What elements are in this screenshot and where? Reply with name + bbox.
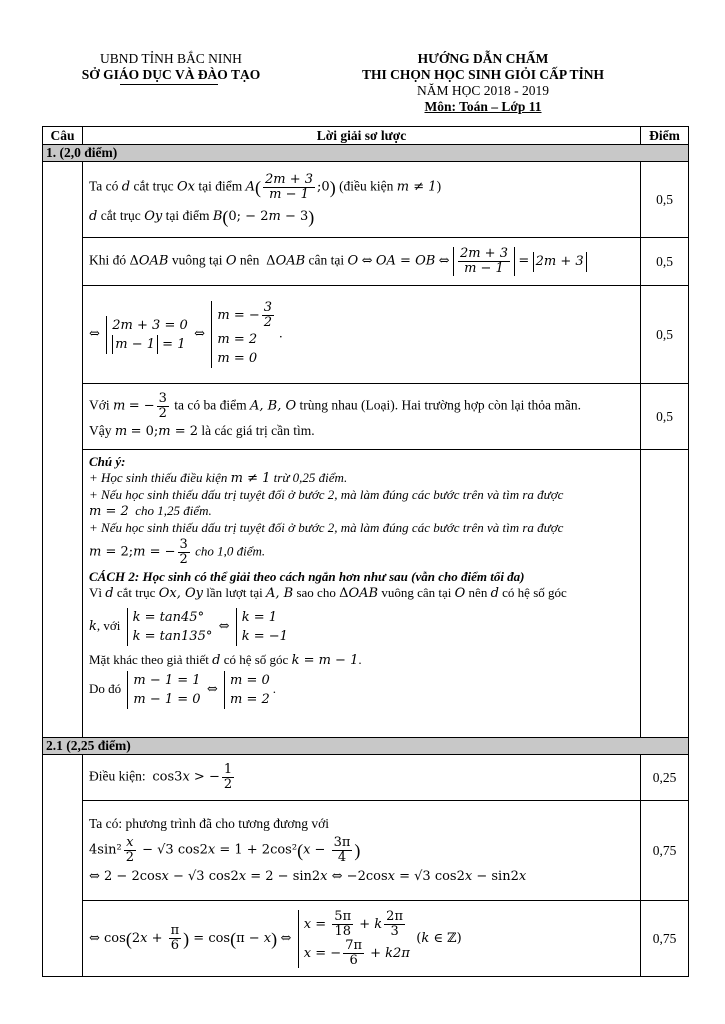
score: 0,5 bbox=[641, 286, 689, 384]
table-row: Chú ý: + Học sinh thiếu điều kiện m ≠ 1 trừ 0,25 điểm. + Nếu học sinh thiếu dấu trị tuyệt đối ở bước 2, mà làm đúng các bước trên và tìm ra được m = 2 cho 1,25 điểm. + Nếu học sinh thiếu dấu trị tuyệt đối ở bước 2, mà làm đúng các bước trên và tìm ra được m = 2;m = − $\frac{3}{2}$ cho 1,0 điểm. CÁCH 2: Học sinh có thể giải theo cách ngắn hơn như sau (vẫn cho điểm tối đa) Vì d cắt trục Ox, Oy lần lượt tại A, B sao cho ΔOAB vuông cân tại O nên d có hệ số góc k, với k = tan45° k = tan135° ⇔ k = 1 k = −1 Mặt khác theo giả thiết d có hệ số góc k = m − 1. Do đó m − 1 = 1 m − 1 = 0 ⇔ m = 0 m = 2 . bbox=[43, 450, 689, 738]
school-year: NĂM HỌC 2018 - 2019 bbox=[416, 83, 549, 98]
table-row: ⇔ cos(2x + $\frac{\pi}{6}$ ) = cos(π − x) ⇔ x = $\frac{5\pi}{18}$ + k $\frac{2\pi}{3}$ x = − $\frac{7\pi}{6}$ + k2π (k ∈ ℤ) 0,75 bbox=[43, 901, 689, 977]
doc-title: HƯỚNG DẪN CHẤM bbox=[417, 51, 549, 66]
col-loigiai: Lời giải sơ lược bbox=[83, 127, 641, 145]
score: 0,5 bbox=[641, 162, 689, 238]
score: 0,5 bbox=[641, 384, 689, 450]
subject: Môn: Toán – Lớp 11 bbox=[424, 99, 542, 114]
table-row: Với m = − $\frac{3}{2}$ ta có ba điểm A, B, O trùng nhau (Loại). Hai trường hợp còn lại thỏa mãn. Vậy m = 0;m = 2 là các giá trị cần tìm. 0,5 bbox=[43, 384, 689, 450]
col-cau: Câu bbox=[43, 127, 83, 145]
grading-table bbox=[42, 126, 689, 977]
department-name: SỞ GIÁO DỤC VÀ ĐÀO TẠO bbox=[81, 67, 261, 82]
province-committee: UBND TỈNH BẮC NINH bbox=[100, 51, 242, 66]
section-1-title: 1. (2,0 điểm) bbox=[43, 145, 689, 162]
table-row: ⇔ 2m + 3 = 0 m − 1 = 1 ⇔ m = − $\frac{3}{2}$ m = 2 m = 0 . 0,5 bbox=[43, 286, 689, 384]
table-row: Khi đó ΔOAB vuông tại O nên ΔOAB cân tại O ⇔ OA = OB ⇔ $\frac{2m + 3}{m - 1}$ = 2m + 3 0,5 bbox=[43, 238, 689, 286]
table-row: Ta có: phương trình đã cho tương đương với 4sin² $\frac{x}{2}$ − √3 cos2x = 1 + 2cos²(x − $\frac{3\pi}{4}$ ) ⇔ 2 − 2cosx − √3 cos2x = 2 − sin2x ⇔ −2cosx = √3 cos2x − sin2x 0,75 bbox=[43, 801, 689, 901]
cach2-title: CÁCH 2: Học sinh có thể giải theo cách ngắn hơn như sau (vẫn cho điểm tối đa) bbox=[89, 569, 525, 584]
note-title: Chú ý: bbox=[89, 454, 126, 469]
score: 0,75 bbox=[641, 901, 689, 977]
section-2-title: 2.1 (2,25 điểm) bbox=[43, 738, 689, 755]
exam-name: THI CHỌN HỌC SINH GIỎI CẤP TỈNH bbox=[361, 67, 605, 82]
table-header-row bbox=[43, 127, 689, 145]
table-row: Điều kiện: cos3x > − $\frac{1}{2}$ 0,25 bbox=[43, 755, 689, 801]
score: 0,25 bbox=[641, 755, 689, 801]
table-row: Ta có d cắt trục Ox tại điểm A( $\frac{2m + 3}{m - 1}$ ;0) (điều kiện m ≠ 1) d cắt trục Oy tại điểm B(0; − 2m − 3) 0,5 bbox=[43, 162, 689, 238]
score: 0,5 bbox=[641, 238, 689, 286]
score: 0,75 bbox=[641, 801, 689, 901]
header-underline bbox=[120, 84, 218, 85]
col-diem: Điểm bbox=[641, 127, 689, 145]
document-header bbox=[0, 48, 725, 118]
